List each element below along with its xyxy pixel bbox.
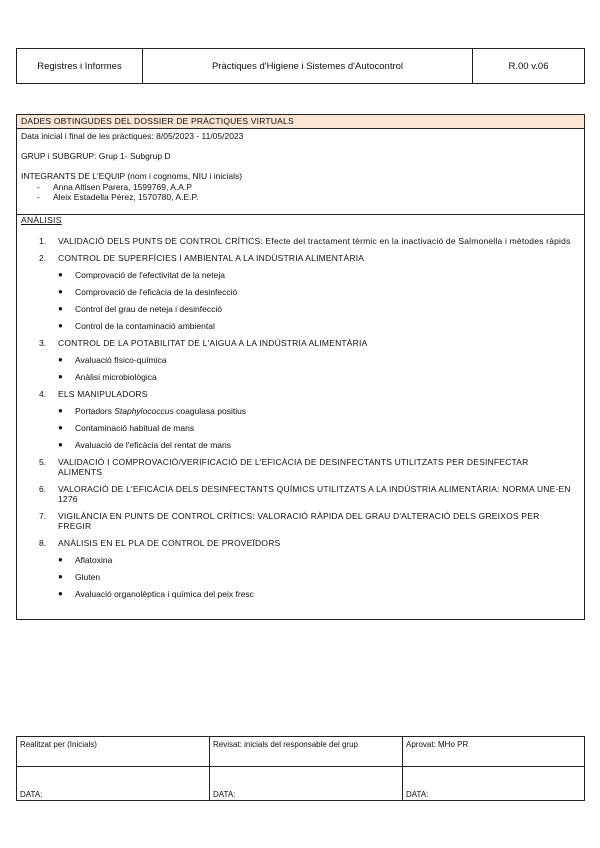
bullet-icon: ● bbox=[58, 406, 63, 415]
analysis-item bbox=[17, 389, 584, 450]
performed-by-label: Realitzat per (Inicials) bbox=[17, 737, 209, 767]
sub-item-text: Gluten bbox=[75, 572, 101, 582]
sub-item bbox=[58, 555, 574, 565]
sub-item bbox=[58, 406, 574, 416]
team-label: INTEGRANTS DE L'EQUIP (nom i cognoms, NIU i inicials) bbox=[21, 171, 243, 181]
sub-item-text: Comprovació de l'efectivitat de la neteja bbox=[75, 270, 225, 280]
header-version: R.00 v.06 bbox=[508, 60, 549, 72]
sub-list bbox=[58, 406, 574, 450]
bullet-icon: ● bbox=[58, 572, 63, 581]
item-number: 8. bbox=[39, 538, 47, 548]
date-label: DATA: bbox=[213, 790, 236, 799]
practice-dates: Data inicial i final de les pràctiques: 8/05/2023 - 11/05/2023 bbox=[21, 131, 244, 141]
bullet-icon: ● bbox=[58, 321, 63, 330]
sub-item bbox=[58, 287, 574, 297]
sub-item-text: Contaminació habitual de mans bbox=[75, 423, 195, 433]
item-title: VALIDACIÓ DELS PUNTS DE CONTROL CRÍTICS: Efecte del tractament tèrmic en la inactivació de Salmonella i mètodes ràpids bbox=[58, 236, 571, 246]
bullet-icon: ● bbox=[58, 304, 63, 313]
reviewed-by-label: Revisat: inicials del responsable del grup bbox=[210, 737, 402, 767]
signature-table bbox=[16, 736, 585, 801]
analysis-item bbox=[17, 457, 584, 477]
item-number: 3. bbox=[39, 338, 47, 348]
sub-list bbox=[58, 555, 574, 599]
analysis-list bbox=[17, 236, 584, 599]
item-title: VALORACIÓ DE L'EFICÀCIA DELS DESINFECTANTS QUÍMICS UTILITZATS A LA INDÚSTRIA ALIMENTÀRIA: NORMA UNE-EN 1276 bbox=[58, 484, 571, 504]
section-title: DADES OBTINGUDES DEL DOSSIER DE PRÀCTIQUES VIRTUALS bbox=[17, 115, 584, 129]
sub-item bbox=[58, 589, 574, 599]
item-title: VALIDACIÓ I COMPROVACIÓ/VERIFICACIÓ DE L'EFICÀCIA DE DESINFECTANTS UTILITZATS PER DESINFECTAR ALIMENTS bbox=[58, 457, 529, 477]
sub-item bbox=[58, 372, 574, 382]
analysis-item bbox=[17, 253, 584, 331]
item-title: ELS MANIPULADORS bbox=[58, 389, 148, 399]
header-category: Registres i Informes bbox=[17, 49, 143, 83]
bullet-icon: ● bbox=[58, 440, 63, 449]
sub-item-italic: Staphylococcus bbox=[114, 406, 174, 416]
sub-item bbox=[58, 423, 574, 433]
date-label: DATA: bbox=[406, 790, 429, 799]
sub-item bbox=[58, 270, 574, 280]
sub-item-suffix: coagulasa positius bbox=[173, 406, 247, 416]
practice-info bbox=[17, 129, 584, 215]
sub-item-text: Avaluació de l'eficàcia del rentat de mans bbox=[75, 440, 231, 450]
sub-list bbox=[58, 270, 574, 331]
sub-item-text: Aflatoxina bbox=[75, 555, 113, 565]
sub-item bbox=[58, 572, 574, 582]
team-member bbox=[21, 192, 580, 202]
analysis-item bbox=[17, 511, 584, 531]
item-number: 4. bbox=[39, 389, 47, 399]
item-number: 1. bbox=[39, 236, 47, 246]
signature-column-reviewed bbox=[210, 737, 403, 800]
sub-item bbox=[58, 440, 574, 450]
sub-item bbox=[58, 355, 574, 365]
item-title: CONTROL DE SUPERFÍCIES I AMBIENTAL A LA INDÚSTRIA ALIMENTÀRIA bbox=[58, 253, 365, 263]
team-member bbox=[21, 182, 580, 192]
analysis-item bbox=[17, 484, 584, 504]
dash-marker: - bbox=[37, 192, 40, 202]
header-title: Pràctiques d'Higiene i Sistemes d'Autocontrol bbox=[143, 49, 473, 83]
bullet-icon: ● bbox=[58, 555, 63, 564]
approved-by-label: Aprovat: MHo PR bbox=[403, 737, 584, 767]
item-title: VIGILÀNCIA EN PUNTS DE CONTROL CRÍTICS: VALORACIÓ RÀPIDA DEL GRAU D'ALTERACIÓ DELS GREIXOS PER FREGIR bbox=[58, 511, 540, 531]
sub-item bbox=[58, 304, 574, 314]
analysis-title: ANÀLISIS bbox=[21, 215, 62, 225]
item-title: CONTROL DE LA POTABILITAT DE L'AIGUA A LA INDÚSTRIA ALIMENTÀRIA bbox=[58, 338, 368, 348]
sub-item bbox=[58, 321, 574, 331]
bullet-icon: ● bbox=[58, 287, 63, 296]
document-header-table bbox=[16, 48, 585, 84]
dash-marker: - bbox=[37, 182, 40, 192]
sub-list bbox=[58, 355, 574, 382]
bullet-icon: ● bbox=[58, 372, 63, 381]
team-member-name: Aleix Estadella Pérez, 1570780, A.E.P. bbox=[53, 192, 199, 202]
sub-item-text: Control del grau de neteja i desinfecció bbox=[75, 304, 222, 314]
team-member-name: Anna Altisen Parera, 1599769, A.A.P bbox=[53, 182, 192, 192]
item-number: 2. bbox=[39, 253, 47, 263]
analysis-item bbox=[17, 236, 584, 246]
bullet-icon: ● bbox=[58, 270, 63, 279]
group-subgroup: GRUP i SUBGRUP: Grup 1- Subgrup D bbox=[21, 151, 171, 161]
item-number: 5. bbox=[39, 457, 47, 467]
bullet-icon: ● bbox=[58, 355, 63, 364]
bullet-icon: ● bbox=[58, 589, 63, 598]
item-number: 6. bbox=[39, 484, 47, 494]
sub-item-text: Avaluació organolèptica i química del peix fresc bbox=[75, 589, 254, 599]
sub-item-text: Avaluació físico-química bbox=[75, 355, 167, 365]
sub-item-text: Control de la contaminació ambiental bbox=[75, 321, 215, 331]
date-label: DATA: bbox=[20, 790, 43, 799]
practice-data-box bbox=[16, 114, 585, 620]
analysis-item bbox=[17, 538, 584, 599]
item-number: 7. bbox=[39, 511, 47, 521]
signature-column-performed bbox=[17, 737, 210, 800]
sub-item-text: Anàlisi microbiològica bbox=[75, 372, 157, 382]
sub-item-text: Comprovació de l'eficàcia de la desinfecció bbox=[75, 287, 238, 297]
item-title: ANÀLISIS EN EL PLA DE CONTROL DE PROVEÏDORS bbox=[58, 538, 281, 548]
analysis-item bbox=[17, 338, 584, 382]
bullet-icon: ● bbox=[58, 423, 63, 432]
signature-column-approved bbox=[403, 737, 584, 800]
sub-item-prefix: Portadors bbox=[75, 406, 115, 416]
